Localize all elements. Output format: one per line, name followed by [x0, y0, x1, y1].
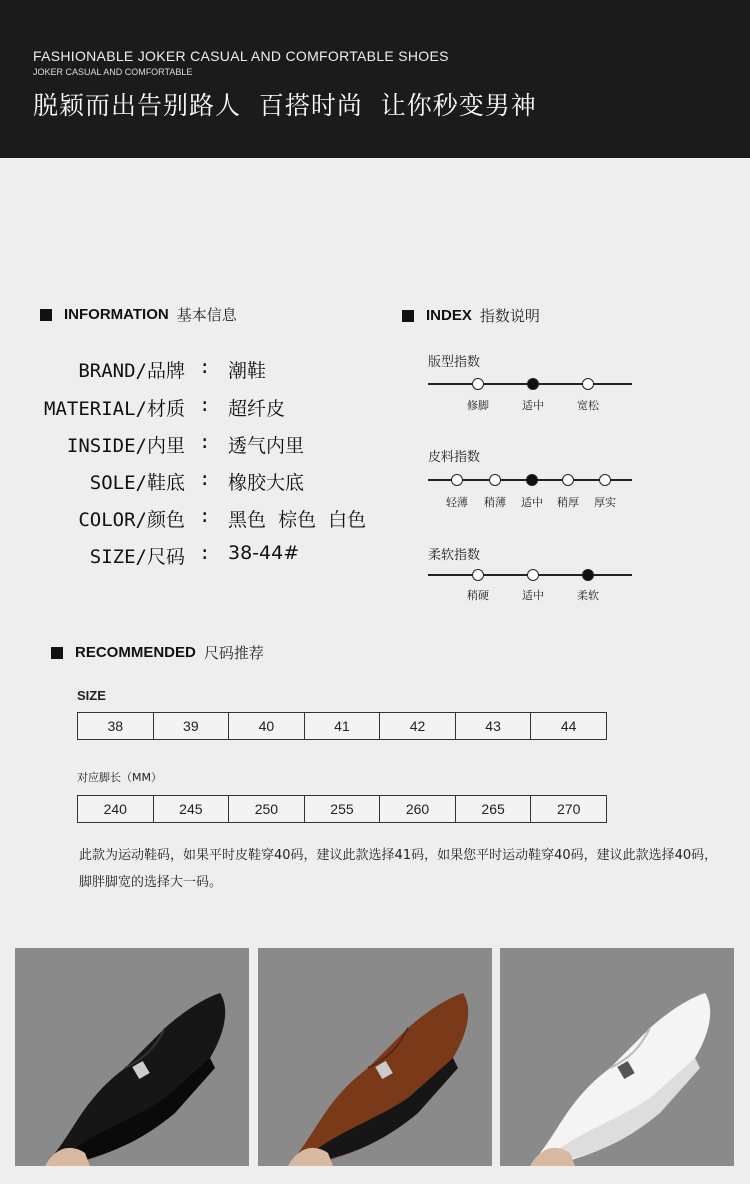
info-value: 透气内里 — [228, 435, 305, 457]
index-heading — [402, 305, 540, 326]
info-value: 橡胶大底 — [228, 472, 305, 494]
index-option-label: 适中 — [522, 589, 544, 602]
recommended-heading-en: RECOMMENDED — [75, 644, 196, 661]
index-dot — [527, 569, 539, 581]
index-dot — [582, 378, 594, 390]
size-cell: 38 — [78, 713, 154, 740]
index-option-label: 轻薄 — [446, 496, 468, 509]
foot-length-cell: 255 — [304, 796, 380, 823]
black-shoe-photo — [15, 948, 249, 1166]
index-dot — [472, 378, 484, 390]
foot-length-cell: 240 — [78, 796, 154, 823]
index-option-label: 适中 — [522, 399, 544, 412]
info-colon: : — [199, 394, 211, 416]
index-option-label: 宽松 — [577, 399, 599, 412]
index-option-label: 适中 — [521, 496, 543, 509]
info-label: INSIDE/内里 — [66, 435, 185, 457]
index-dot — [562, 474, 574, 486]
index-dot — [472, 569, 484, 581]
info-colon: : — [199, 505, 211, 527]
recommended-heading-cn: 尺码推荐 — [203, 644, 264, 662]
header-banner — [0, 0, 750, 158]
size-cell: 44 — [531, 713, 607, 740]
info-label: BRAND/品牌 — [78, 360, 185, 382]
index-dot-selected — [582, 569, 594, 581]
info-label: SIZE/尺码 — [89, 546, 185, 568]
index-scale-title: 版型指数 — [428, 355, 481, 370]
foot-length-cell: 260 — [380, 796, 456, 823]
index-dot — [599, 474, 611, 486]
info-value: 潮鞋 — [228, 360, 267, 382]
size-cell: 43 — [455, 713, 531, 740]
header-slogan: 脱颖而出告别路人 百搭时尚 让你秒变男神 — [33, 91, 537, 120]
info-colon: : — [199, 542, 211, 564]
recommended-heading — [51, 642, 264, 663]
index-scale-title: 柔软指数 — [428, 548, 481, 563]
square-bullet-icon — [402, 310, 414, 322]
size-cell: 39 — [153, 713, 229, 740]
index-option-label: 稍厚 — [557, 496, 579, 509]
index-heading-cn: 指数说明 — [479, 307, 540, 325]
index-dot — [451, 474, 463, 486]
size-note: 此款为运动鞋码，如果平时皮鞋穿40码，建议此款选择41码，如果您平时运动鞋穿40码，建议此款选择40码，脚胖脚宽的选择大一码。 — [79, 848, 718, 890]
foot-length-table — [77, 795, 607, 823]
brown-shoe-photo — [258, 948, 492, 1166]
header-en-title: FASHIONABLE JOKER CASUAL AND COMFORTABLE SHOES — [33, 48, 449, 64]
index-option-label: 柔软 — [577, 589, 599, 602]
information-heading-cn: 基本信息 — [176, 306, 237, 324]
info-label: SOLE/鞋底 — [89, 472, 185, 494]
foot-length-cell: 250 — [229, 796, 305, 823]
information-heading-en: INFORMATION — [64, 306, 169, 323]
index-dot-selected — [526, 474, 538, 486]
foot-length-cell: 270 — [531, 796, 607, 823]
index-option-label: 厚实 — [594, 496, 616, 509]
foot-length-label: 对应脚长（MM） — [77, 771, 162, 784]
info-label: MATERIAL/材质 — [44, 398, 185, 420]
info-label: COLOR/颜色 — [78, 509, 185, 531]
info-value: 超纤皮 — [228, 398, 286, 420]
size-cell: 41 — [304, 713, 380, 740]
index-dot-selected — [527, 378, 539, 390]
white-shoe-photo — [500, 948, 734, 1166]
square-bullet-icon — [40, 309, 52, 321]
size-cell: 42 — [380, 713, 456, 740]
info-value: 黑色 棕色 白色 — [228, 509, 367, 531]
index-option-label: 稍硬 — [467, 589, 489, 602]
index-heading-en: INDEX — [426, 307, 472, 324]
index-dot — [489, 474, 501, 486]
info-colon: : — [199, 468, 211, 490]
info-colon: : — [199, 431, 211, 453]
size-table — [77, 712, 607, 740]
size-label: SIZE — [77, 688, 106, 703]
index-scale-title: 皮料指数 — [428, 450, 481, 465]
info-colon: : — [199, 356, 211, 378]
size-cell: 40 — [229, 713, 305, 740]
foot-length-cell: 245 — [153, 796, 229, 823]
square-bullet-icon — [51, 647, 63, 659]
header-en-subtitle: JOKER CASUAL AND COMFORTABLE — [33, 67, 193, 77]
foot-length-cell: 265 — [455, 796, 531, 823]
info-value: 38-44# — [228, 542, 300, 564]
information-heading — [40, 304, 237, 325]
index-option-label: 修脚 — [467, 399, 489, 412]
index-option-label: 稍薄 — [484, 496, 506, 509]
